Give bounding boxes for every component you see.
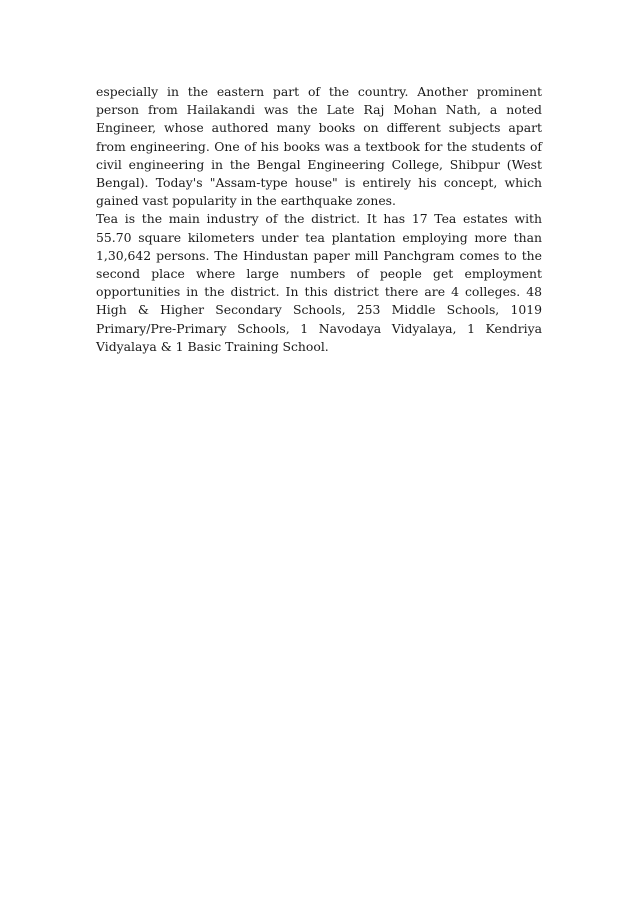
body-text	[96, 83, 542, 356]
paragraph-engineer: especially in the eastern part of the country. Another prominent person from Hailakandi was the Late Raj Mohan Nath, a noted Engineer, whose authored many books on different subjects apart from engineering. One of his books was a textbook for the students of civil engineering in the Bengal Engineering College, Shibpur (West Bengal). Today's "Assam-type house" is entirely his concept, which gained vast popularity in the earthquake zones.	[96, 84, 542, 209]
paragraph-industry-education: Tea is the main industry of the district. It has 17 Tea estates with 55.70 square kilometers under tea plantation employing more than 1,30,642 persons. The Hindustan paper mill Panchgram comes to the second place where large numbers of people get employment opportunities in the district. In this district there are 4 colleges. 48 High & Higher Secondary Schools, 253 Middle Schools, 1019 Primary/Pre-Primary Schools, 1 Navodaya Vidyalaya, 1 Kendriya Vidyalaya & 1 Basic Training School.	[96, 211, 542, 354]
